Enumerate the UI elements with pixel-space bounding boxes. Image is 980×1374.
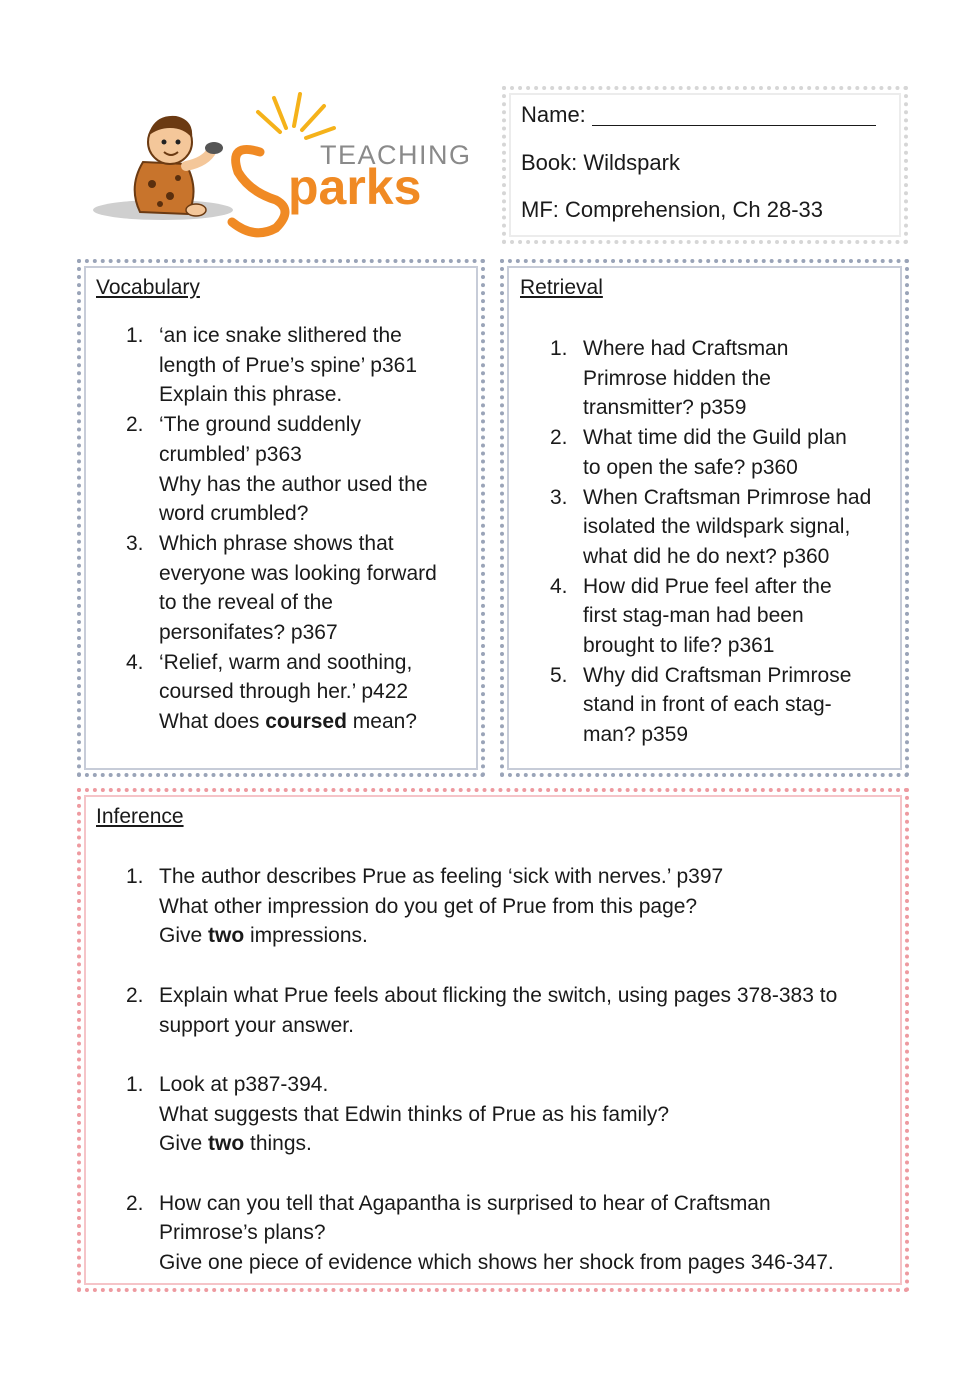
name-blank-line[interactable]: [592, 105, 876, 126]
question-line: ‘Relief, warm and soothing,: [159, 650, 413, 674]
retrieval-question-list: [520, 334, 904, 750]
question-line: Look at p387-394.: [159, 1072, 329, 1096]
retrieval-heading: Retrieval: [520, 276, 603, 299]
question-number: 3.: [126, 531, 144, 555]
logo-word-sparks: parks: [288, 159, 422, 215]
inference-question-4: [96, 1189, 896, 1278]
question-number: 5.: [550, 663, 568, 687]
question-line: How can you tell that Agapantha is surprised to hear of Craftsman: [159, 1191, 771, 1215]
retrieval-question-2: [520, 423, 904, 482]
vocabulary-question-3: [96, 529, 476, 648]
vocabulary-question-1: [96, 321, 476, 410]
retrieval-question-5: [520, 661, 904, 750]
vocabulary-question-list: [96, 321, 476, 737]
retrieval-question-3: [520, 483, 904, 572]
question-line: What other impression do you get of Prue from this page?: [159, 894, 698, 918]
question-line: crumbled’ p363: [159, 442, 302, 466]
vocabulary-question-4: [96, 648, 476, 737]
question-line: brought to life? p361: [583, 634, 775, 658]
question-line: everyone was looking forward: [159, 561, 437, 585]
question-line: man? p359: [583, 723, 689, 747]
emphasis-word: coursed: [265, 710, 347, 734]
question-line: Primrose hidden the: [583, 366, 771, 390]
question-line: word crumbled?: [159, 502, 309, 526]
teaching-sparks-logo: [88, 92, 468, 242]
vocabulary-question-2: [96, 410, 476, 529]
question-line: Give one piece of evidence which shows her shock from pages 346-347.: [159, 1251, 834, 1275]
retrieval-question-1: [520, 334, 904, 423]
question-line: Give two impressions.: [159, 924, 368, 948]
vocabulary-heading: Vocabulary: [96, 276, 200, 299]
question-number: 4.: [550, 574, 568, 598]
question-line: what did he do next? p360: [583, 544, 830, 568]
question-line: coursed through her.’ p422: [159, 680, 409, 704]
inference-question-3: [96, 1070, 896, 1159]
name-field[interactable]: [521, 102, 876, 128]
mf-chapters: MF: Comprehension, Ch 28-33: [521, 197, 824, 222]
inference-question-list: [96, 862, 896, 1307]
question-line: personifates? p367: [159, 621, 338, 645]
question-number: 1.: [126, 865, 144, 888]
inference-heading: Inference: [96, 805, 184, 828]
caveman-mascot-icon: [88, 92, 468, 242]
question-line: Which phrase shows that: [159, 531, 394, 555]
question-line: to open the safe? p360: [583, 455, 798, 479]
question-line: Primrose’s plans?: [159, 1221, 326, 1245]
question-line: Why did Craftsman Primrose: [583, 663, 852, 687]
question-line: ‘The ground suddenly: [159, 413, 361, 437]
question-line: length of Prue’s spine’ p361: [159, 353, 418, 377]
question-line: Why has the author used the: [159, 472, 428, 496]
question-line: What suggests that Edwin thinks of Prue as his family?: [159, 1102, 670, 1126]
question-line: Explain this phrase.: [159, 383, 343, 407]
question-number: 4.: [126, 650, 144, 674]
question-number: 2.: [126, 983, 144, 1007]
question-line: ‘an ice snake slithered the: [159, 324, 402, 347]
question-line: to the reveal of the: [159, 591, 333, 615]
question-line: The author describes Prue as feeling ‘sick with nerves.’ p397: [159, 865, 724, 888]
question-line: transmitter? p359: [583, 396, 747, 420]
question-line: support your answer.: [159, 1013, 354, 1037]
question-line: What time did the Guild plan: [583, 426, 847, 450]
inference-question-2: [96, 981, 896, 1040]
emphasis-word: two: [208, 924, 245, 948]
book-title: Book: Wildspark: [521, 150, 680, 175]
question-number: 3.: [550, 485, 568, 509]
question-number: 2.: [126, 413, 144, 437]
question-line: stand in front of each stag-: [583, 693, 832, 717]
question-line: first stag-man had been: [583, 604, 804, 628]
question-line: When Craftsman Primrose had: [583, 485, 872, 509]
question-number: 2.: [550, 426, 568, 450]
question-line: isolated the wildspark signal,: [583, 515, 851, 539]
name-label: Name:: [521, 102, 586, 127]
logo-word-teaching: TEACHING: [320, 140, 468, 170]
question-line: What does coursed mean?: [159, 710, 417, 734]
question-line: How did Prue feel after the: [583, 574, 832, 598]
question-number: 1.: [126, 324, 144, 347]
question-number: 1.: [550, 337, 568, 360]
inference-question-1: [96, 862, 896, 951]
question-number: 2.: [126, 1191, 144, 1215]
question-number: 1.: [126, 1072, 144, 1096]
question-line: Explain what Prue feels about flicking the switch, using pages 378-383 to: [159, 983, 838, 1007]
retrieval-question-4: [520, 572, 904, 661]
emphasis-word: two: [208, 1132, 245, 1156]
question-line: Give two things.: [159, 1132, 312, 1156]
question-line: Where had Craftsman: [583, 337, 789, 360]
